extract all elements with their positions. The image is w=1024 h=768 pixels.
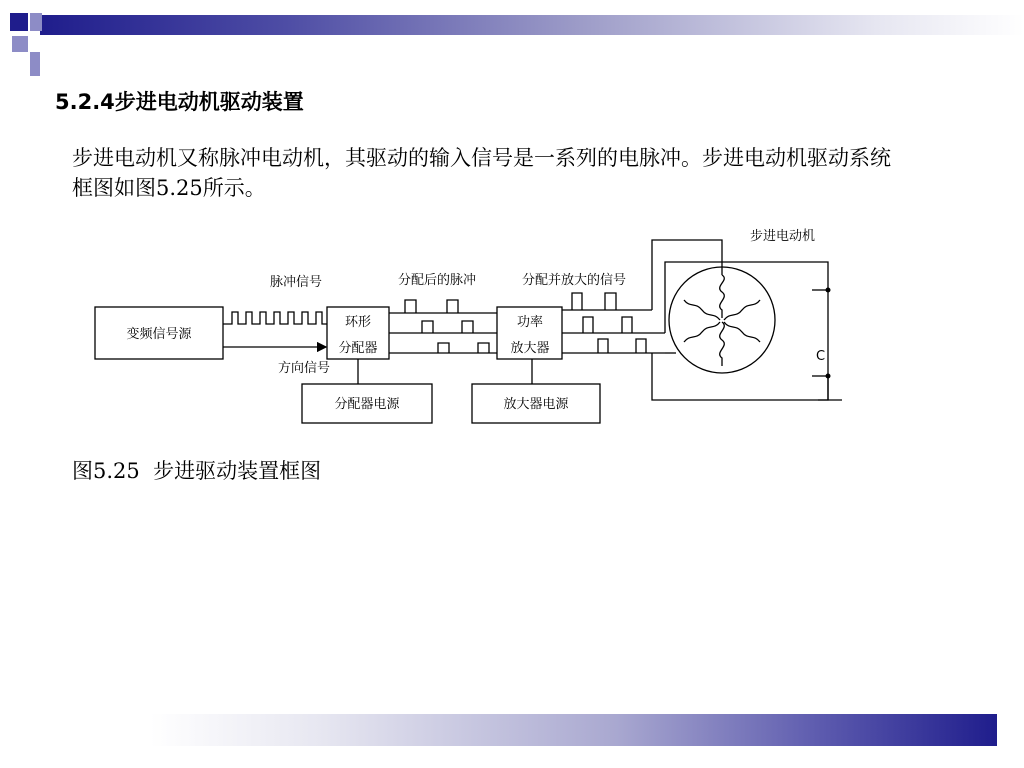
distributed-pulse-label: 分配后的脉冲 <box>398 273 477 288</box>
ring-distributor-label-2: 分配器 <box>338 341 378 356</box>
figure-caption: 图5.25 步进驱动装置框图 <box>72 459 322 483</box>
distributed-pulse-2 <box>422 321 433 333</box>
freq-source-label: 变频信号源 <box>126 327 192 342</box>
stepper-motor-label: 步进电动机 <box>750 229 816 244</box>
amplified-pulse-1 <box>572 293 582 310</box>
amplifier-power-label: 放大器电源 <box>503 397 569 412</box>
direction-signal-label: 方向信号 <box>278 361 331 376</box>
slide-title: 5.2.4步进电动机驱动装置 <box>55 90 304 114</box>
pulse-signal-label: 脉冲信号 <box>270 275 323 290</box>
body-paragraph: 步进电动机又称脉冲电动机，其驱动的输入信号是一系列的电脉冲。步进电动机驱动系统框图如图5.25所示。 <box>72 146 891 200</box>
distributed-amplified-label: 分配并放大的信号 <box>522 273 627 288</box>
amplified-pulse-3 <box>598 339 608 353</box>
distributed-pulse-1 <box>405 300 416 313</box>
amplified-pulse-2 <box>583 317 593 333</box>
pulse-train-input <box>223 312 327 324</box>
ring-distributor-label-1: 环形 <box>344 315 372 330</box>
distributed-pulse-3 <box>438 343 449 353</box>
amp-label-2: 放大器 <box>510 341 550 356</box>
amp-label-1: 功率 <box>516 315 544 330</box>
distributor-power-label: 分配器电源 <box>334 397 400 412</box>
capacitor-label: C <box>816 349 826 364</box>
